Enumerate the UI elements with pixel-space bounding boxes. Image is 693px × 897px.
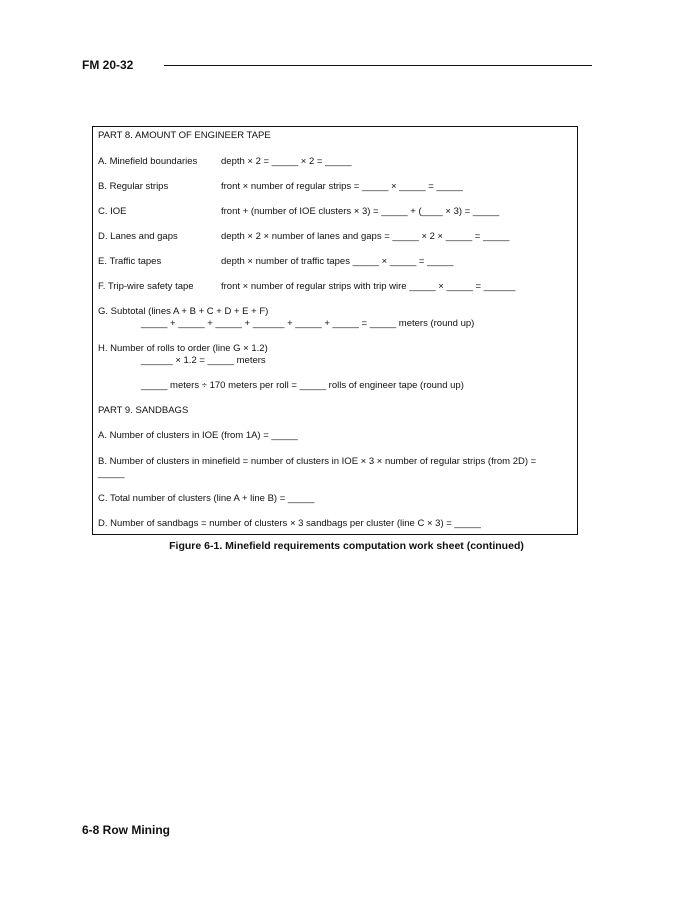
row-d-formula: depth × 2 × number of lanes and gaps = _____ × 2 × _____ = _____ [221,231,510,242]
row-a-formula: depth × 2 = _____ × 2 = _____ [221,156,352,167]
rolls-line2: _____ meters ÷ 170 meters per roll = _____ rolls of engineer tape (round up) [141,380,464,391]
rolls-line1: ______ × 1.2 = _____ meters [141,355,266,366]
part9-line-d: D. Number of sandbags = number of clusters × 3 sandbags per cluster (line C × 3) = _____ [98,518,481,529]
part9-line-b: B. Number of clusters in minefield = number of clusters in IOE × 3 × number of regular strips (from 2D) = [98,456,537,467]
running-header: FM 20-32 [82,58,134,72]
part8-title: PART 8. AMOUNT OF ENGINEER TAPE [98,130,271,141]
row-f-formula: front × number of regular strips with trip wire _____ × _____ = ______ [221,281,516,292]
row-d-label: D. Lanes and gaps [98,231,178,242]
page-footer: 6-8 Row Mining [82,823,170,837]
figure-caption: Figure 6-1. Minefield requirements computation work sheet (continued) [169,540,524,552]
row-a-label: A. Minefield boundaries [98,156,198,167]
part9-title: PART 9. SANDBAGS [98,405,189,416]
part9-line-a: A. Number of clusters in IOE (from 1A) = _____ [98,430,298,441]
part9-line-b-blank: _____ [98,468,125,479]
row-e-formula: depth × number of traffic tapes _____ × _____ = _____ [221,256,454,267]
part9-line-c: C. Total number of clusters (line A + line B) = _____ [98,493,315,504]
row-e-label: E. Traffic tapes [98,256,162,267]
subtotal-label: G. Subtotal (lines A + B + C + D + E + F) [98,306,269,317]
header-rule [164,65,592,66]
row-f-label: F. Trip-wire safety tape [98,281,194,292]
row-c-formula: front + (number of IOE clusters × 3) = _____ + (____ × 3) = _____ [221,206,500,217]
rolls-label: H. Number of rolls to order (line G × 1.2) [98,343,268,354]
row-b-formula: front × number of regular strips = _____ × _____ = _____ [221,181,463,192]
row-b-label: B. Regular strips [98,181,169,192]
subtotal-formula: _____ + _____ + _____ + ______ + _____ + _____ = _____ meters (round up) [141,318,475,329]
row-c-label: C. IOE [98,206,127,217]
